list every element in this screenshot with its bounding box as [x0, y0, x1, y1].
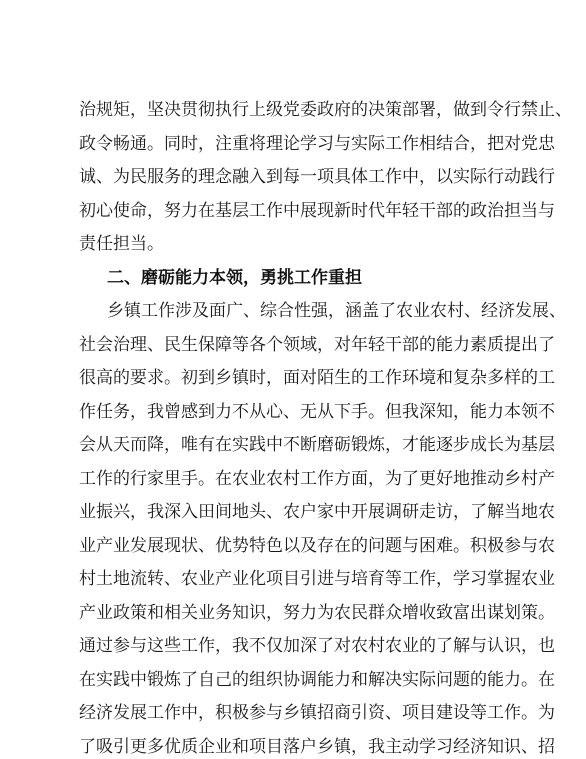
text-line: 作任务，我曾感到力不从心、无从下手。但我深知，能力本领不 — [79, 401, 555, 422]
text-line: 政令畅通。同时，注重将理论学习与实际工作相结合，把对党忠 — [79, 133, 555, 154]
text-line: 村土地流转、农业产业化项目引进与培育等工作，学习掌握农业 — [79, 569, 555, 589]
text-line: 很高的要求。初到乡镇时，面对陌生的工作环境和复杂多样的工 — [79, 368, 555, 388]
text-line: 治规矩，坚决贯彻执行上级党委政府的决策部署，做到令行禁止、 — [79, 100, 572, 120]
text-line: 社会治理、民生保障等各个领域，对年轻干部的能力素质提出了 — [79, 334, 555, 355]
text-line: 产业政策和相关业务知识，努力为农民群众增收致富出谋划策。 — [79, 602, 555, 623]
section-heading: 二、磨砺能力本领，勇挑工作重担 — [107, 267, 362, 288]
text-line: 乡镇工作涉及面广、综合性强，涵盖了农业农村、经济发展、 — [107, 301, 566, 321]
text-line: 经济发展工作中，积极参与乡镇招商引资、项目建设等工作。为 — [79, 703, 555, 723]
text-line: 初心使命，努力在基层工作中展现新时代年轻干部的政治担当与 — [79, 200, 555, 221]
text-line: 业产业发展现状、优势特色以及存在的问题与困难。积极参与农 — [79, 535, 555, 556]
text-line: 责任担当。 — [79, 234, 164, 254]
text-line: 工作的行家里手。在农业农村工作方面，为了更好地推动乡村产 — [79, 468, 555, 489]
text-line: 业振兴，我深入田间地头、农户家中开展调研走访，了解当地农 — [79, 502, 555, 522]
text-line: 了吸引更多优质企业和项目落户乡镇，我主动学习经济知识、招 — [79, 736, 555, 757]
text-line: 通过参与这些工作，我不仅加深了对农村农业的了解与认识，也 — [79, 636, 555, 656]
text-line: 诚、为民服务的理念融入到每一项具体工作中，以实际行动践行 — [79, 167, 555, 187]
text-line: 在实践中锻炼了自己的组织协调能力和解决实际问题的能力。在 — [79, 669, 555, 690]
text-line: 会从天而降，唯有在实践中不断磨砺锻炼，才能逐步成长为基层 — [79, 435, 555, 455]
